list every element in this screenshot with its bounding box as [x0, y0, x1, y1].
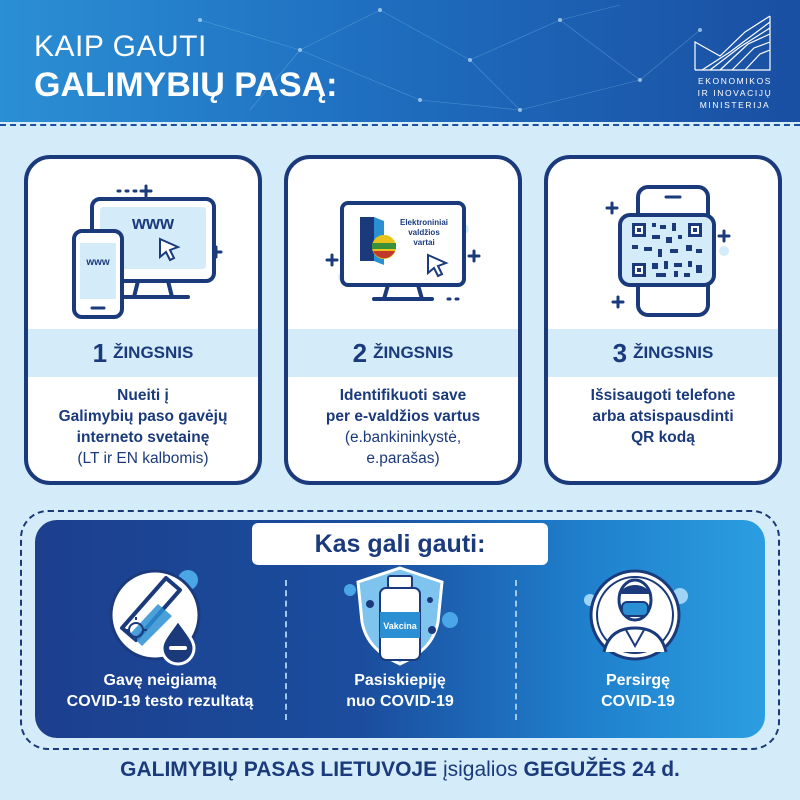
step-band-3	[548, 329, 778, 377]
step-word: ŽINGSNIS	[633, 343, 714, 362]
eligibility-label: Gavę neigiamą	[103, 672, 217, 689]
eligibility-label: COVID-19	[601, 693, 675, 710]
step-desc-line: arba atsispausdinti	[592, 408, 734, 425]
step-desc-line: Išsisaugoti telefone	[590, 387, 736, 404]
eligibility-item-tested	[40, 670, 280, 712]
ministry-logo-icon	[690, 12, 780, 74]
vaccine-vial-text: Vakcina	[383, 621, 417, 631]
step-band-2	[288, 329, 518, 377]
eligibility-title: Kas gali gauti:	[314, 529, 486, 558]
test-tube-icon	[100, 560, 210, 671]
logo-text-line3: MINISTERIJA	[699, 100, 771, 110]
e-gov-text: Elektroniniai	[399, 218, 449, 227]
footer-part2: įsigalios	[442, 758, 518, 781]
logo-text-line2: IR INOVACIJŲ	[697, 88, 773, 98]
step-description-3	[556, 385, 770, 448]
header-banner	[0, 0, 800, 122]
page-title-line1: KAIP GAUTI	[34, 30, 207, 63]
footer-part3: GEGUŽĖS 24 d.	[523, 758, 680, 781]
step-desc-note: (LT ir EN kalbomis)	[77, 450, 209, 467]
page-title-line2: GALIMYBIŲ PASĄ:	[34, 66, 338, 104]
eligibility-item-recovered	[518, 670, 758, 712]
step-desc-line: Nueiti į	[117, 387, 169, 404]
step-desc-line: per e-valdžios vartus	[325, 408, 481, 425]
step-desc-line: Galimybių paso gavėjų	[58, 408, 228, 425]
vaccine-icon	[340, 560, 460, 671]
eligibility-title-box	[252, 523, 548, 565]
footer-note	[0, 758, 800, 782]
e-gov-text: valdžios	[408, 228, 440, 237]
step-card-3	[544, 155, 782, 485]
logo-text-line1: EKONOMIKOS	[697, 76, 773, 86]
step-card-2	[284, 155, 522, 485]
eligibility-label: Pasiskiepiję	[354, 672, 446, 689]
eligibility-label: nuo COVID-19	[346, 693, 454, 710]
phone-screen-text: www	[86, 257, 110, 268]
step-number: 3	[612, 337, 628, 368]
person-mask-icon	[580, 560, 690, 671]
step-number: 2	[352, 337, 368, 368]
step-description-2	[296, 385, 510, 469]
eligibility-label: Persirgę	[605, 672, 671, 689]
step-desc-line: QR kodą	[631, 429, 695, 446]
computer-and-phone-icon	[28, 159, 258, 329]
step-word: ŽINGSNIS	[113, 343, 194, 362]
eligibility-item-vaccinated	[280, 670, 520, 712]
step-desc-note: e.parašas)	[366, 450, 440, 467]
monitor-e-gov-icon	[288, 159, 518, 329]
eligibility-label: COVID-19 testo rezultatą	[66, 693, 254, 710]
step-card-1	[24, 155, 262, 485]
phone-qr-icon	[548, 159, 778, 329]
e-gov-text: vartai	[413, 238, 435, 247]
step-desc-line: interneto svetainę	[76, 429, 210, 446]
footer-part1: GALIMYBIŲ PASAS LIETUVOJE	[120, 758, 438, 781]
computer-screen-text: www	[131, 213, 175, 233]
step-desc-note: (e.bankininkystė,	[344, 429, 462, 446]
step-desc-line: Identifikuoti save	[339, 387, 467, 404]
ministry-logo	[690, 12, 780, 112]
step-word: ŽINGSNIS	[373, 343, 454, 362]
step-band-1	[28, 329, 258, 377]
header-divider	[0, 124, 800, 126]
step-number: 1	[92, 337, 108, 368]
step-description-1	[36, 385, 250, 469]
